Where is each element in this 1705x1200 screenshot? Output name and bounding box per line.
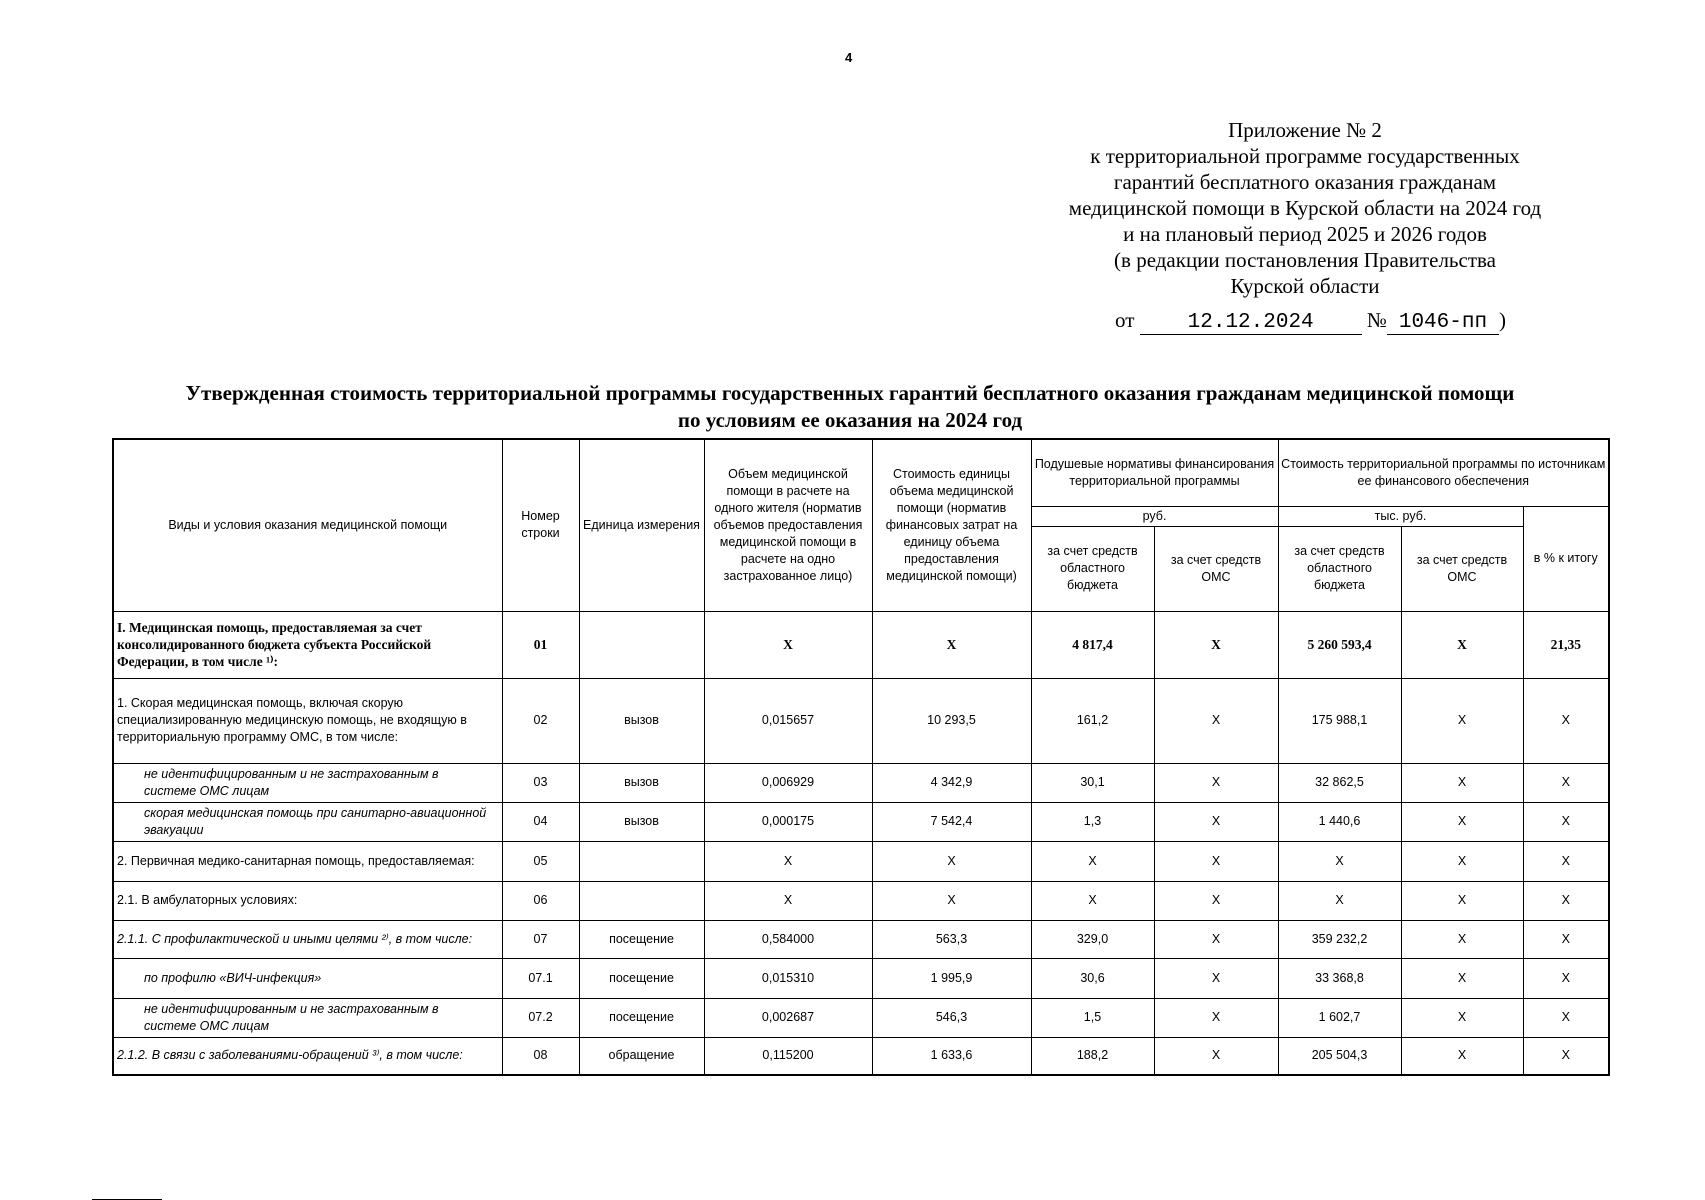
cell-pc-budget: 329,0 (1031, 920, 1154, 958)
cell-pc-budget: Х (1031, 841, 1154, 881)
cell-pc-budget: 188,2 (1031, 1037, 1154, 1075)
cell-tc-budget: 359 232,2 (1278, 920, 1401, 958)
header-row-number: Номер строки (502, 439, 579, 611)
cell-cost: Х (872, 611, 1031, 678)
cell-pc-budget: Х (1031, 881, 1154, 920)
cell-unit: обращение (579, 1037, 704, 1075)
cell-tc-oms: Х (1401, 841, 1523, 881)
cell-name: скорая медицинская помощь при санитарно-авиационной эвакуации (113, 802, 502, 841)
cell-percent: Х (1523, 841, 1609, 881)
cell-num: 05 (502, 841, 579, 881)
cell-unit (579, 611, 704, 678)
cell-tc-budget: Х (1278, 841, 1401, 881)
cell-pc-oms: Х (1154, 881, 1278, 920)
cell-percent: Х (1523, 881, 1609, 920)
cell-pc-oms: Х (1154, 802, 1278, 841)
cell-volume: Х (704, 611, 872, 678)
cell-pc-oms: Х (1154, 920, 1278, 958)
table-row (113, 998, 1609, 1037)
cell-num: 08 (502, 1037, 579, 1075)
cell-tc-budget: 175 988,1 (1278, 678, 1401, 763)
cell-cost: 7 542,4 (872, 802, 1031, 841)
header-kind: Виды и условия оказания медицинской помощи (113, 439, 502, 611)
table-row (113, 611, 1609, 678)
table-header (113, 439, 1609, 611)
cell-cost: 4 342,9 (872, 763, 1031, 802)
header-rub: руб. (1031, 506, 1278, 526)
cell-pc-oms: Х (1154, 678, 1278, 763)
cell-name: 2. Первичная медико-санитарная помощь, предоставляемая: (113, 841, 502, 881)
cell-num: 03 (502, 763, 579, 802)
cell-percent: Х (1523, 958, 1609, 998)
cell-volume: 0,015310 (704, 958, 872, 998)
cell-pc-oms: Х (1154, 998, 1278, 1037)
page-number: 4 (845, 50, 853, 65)
cell-unit (579, 881, 704, 920)
header-percent-total: в % к итогу (1523, 506, 1609, 611)
cell-pc-budget: 30,1 (1031, 763, 1154, 802)
cell-cost: 1 633,6 (872, 1037, 1031, 1075)
cell-pc-oms: Х (1154, 611, 1278, 678)
cell-percent: Х (1523, 763, 1609, 802)
cell-tc-oms: Х (1401, 920, 1523, 958)
cell-cost: 546,3 (872, 998, 1031, 1037)
cell-volume: 0,002687 (704, 998, 872, 1037)
table-row (113, 841, 1609, 881)
cell-tc-oms: Х (1401, 678, 1523, 763)
appendix-line: гарантий бесплатного оказания гражданам (1113, 170, 1497, 194)
cell-num: 07 (502, 920, 579, 958)
cell-name: I. Медицинская помощь, предоставляемая за счет консолидированного бюджета субъекта Российской Федерации, в том числе ¹⁾: (113, 611, 502, 678)
cell-volume: 0,000175 (704, 802, 872, 841)
cell-tc-oms: Х (1401, 763, 1523, 802)
cell-percent: Х (1523, 920, 1609, 958)
cell-pc-budget: 161,2 (1031, 678, 1154, 763)
decree-number-label: № (1366, 308, 1387, 332)
header-per-capita: Подушевые нормативы финансирования территориальной программы (1031, 439, 1278, 506)
cell-volume: 0,584000 (704, 920, 872, 958)
cell-num: 06 (502, 881, 579, 920)
cell-num: 01 (502, 611, 579, 678)
cell-num: 02 (502, 678, 579, 763)
cell-tc-budget: 1 440,6 (1278, 802, 1401, 841)
cell-unit: посещение (579, 958, 704, 998)
cell-tc-budget: 5 260 593,4 (1278, 611, 1401, 678)
header-volume: Объем медицинской помощи в расчете на одного жителя (норматив объемов предоставления медицинской помощи в расчете на одно застрахованное лицо) (704, 439, 872, 611)
cell-cost: 10 293,5 (872, 678, 1031, 763)
header-tc-oms: за счет средств ОМС (1401, 526, 1523, 611)
header-unit-cost: Стоимость единицы объема медицинской помощи (норматив финансовых затрат на единицу объема предоставления медицинской помощи) (872, 439, 1031, 611)
appendix-line: Курской области (1230, 274, 1380, 298)
cell-name: не идентифицированным и не застрахованным в системе ОМС лицам (113, 998, 502, 1037)
cell-tc-oms: Х (1401, 958, 1523, 998)
cell-tc-budget: Х (1278, 881, 1401, 920)
cell-pc-oms: Х (1154, 763, 1278, 802)
cell-name: 2.1.1. С профилактической и иными целями ²⁾, в том числе: (113, 920, 502, 958)
header-thousand-rub: тыс. руб. (1278, 506, 1523, 526)
cell-tc-oms: Х (1401, 802, 1523, 841)
cell-tc-oms: Х (1401, 998, 1523, 1037)
cell-tc-budget: 33 368,8 (1278, 958, 1401, 998)
decree-number: 1046-пп (1387, 312, 1499, 335)
document-title (100, 380, 1600, 434)
cell-unit: посещение (579, 920, 704, 958)
cell-pc-oms: Х (1154, 958, 1278, 998)
decree-close-paren: ) (1498, 308, 1506, 332)
document-title-line-1: Утвержденная стоимость территориальной программы государственных гарантий бесплатного оказания гражданам медицинской помощи (185, 381, 1515, 405)
document-title-line-2: по условиям ее оказания на 2024 год (677, 408, 1023, 432)
table-row (113, 881, 1609, 920)
cell-name: не идентифицированным и не застрахованным в системе ОМС лицам (113, 763, 502, 802)
cell-percent: Х (1523, 998, 1609, 1037)
cell-pc-budget: 30,6 (1031, 958, 1154, 998)
cell-volume: Х (704, 881, 872, 920)
cell-unit: вызов (579, 763, 704, 802)
table-row (113, 958, 1609, 998)
cell-tc-oms: Х (1401, 1037, 1523, 1075)
decree-date: 12.12.2024 (1140, 312, 1362, 335)
cell-volume: Х (704, 841, 872, 881)
cell-num: 07.1 (502, 958, 579, 998)
cell-percent: Х (1523, 802, 1609, 841)
cell-name: 1. Скорая медицинская помощь, включая скорую специализированную медицинскую помощь, не входящую в территориальную программу ОМС, в том числе: (113, 678, 502, 763)
cell-tc-oms: Х (1401, 881, 1523, 920)
appendix-line: (в редакции постановления Правительства (1114, 248, 1496, 272)
table-row (113, 1037, 1609, 1075)
appendix-block (1035, 117, 1575, 299)
cell-cost: 563,3 (872, 920, 1031, 958)
header-program-cost: Стоимость территориальной программы по источникам ее финансового обеспечения (1278, 439, 1609, 506)
table-row (113, 678, 1609, 763)
table-row (113, 920, 1609, 958)
cell-tc-budget: 32 862,5 (1278, 763, 1401, 802)
decree-from-label: от (1115, 308, 1135, 332)
cell-tc-budget: 1 602,7 (1278, 998, 1401, 1037)
cell-volume: 0,006929 (704, 763, 872, 802)
cell-percent: 21,35 (1523, 611, 1609, 678)
appendix-line: Приложение № 2 (1228, 118, 1382, 142)
decree-line (1115, 308, 1506, 335)
cell-percent: Х (1523, 1037, 1609, 1075)
appendix-line: и на плановый период 2025 и 2026 годов (1123, 222, 1487, 246)
cell-pc-budget: 1,5 (1031, 998, 1154, 1037)
cell-tc-budget: 205 504,3 (1278, 1037, 1401, 1075)
cell-name: 2.1.2. В связи с заболеваниями-обращений ³⁾, в том числе: (113, 1037, 502, 1075)
cell-percent: Х (1523, 678, 1609, 763)
cell-pc-oms: Х (1154, 841, 1278, 881)
cell-pc-budget: 4 817,4 (1031, 611, 1154, 678)
cell-tc-oms: Х (1401, 611, 1523, 678)
header-pc-regional-budget: за счет средств областного бюджета (1031, 526, 1154, 611)
header-tc-regional-budget: за счет средств областного бюджета (1278, 526, 1401, 611)
cell-volume: 0,015657 (704, 678, 872, 763)
appendix-line: к территориальной программе государственных (1090, 144, 1520, 168)
cell-cost: 1 995,9 (872, 958, 1031, 998)
table-row (113, 802, 1609, 841)
cell-pc-oms: Х (1154, 1037, 1278, 1075)
cell-unit: вызов (579, 802, 704, 841)
cell-cost: Х (872, 881, 1031, 920)
cell-cost: Х (872, 841, 1031, 881)
header-unit: Единица измерения (579, 439, 704, 611)
cell-num: 07.2 (502, 998, 579, 1037)
cell-unit: посещение (579, 998, 704, 1037)
cell-unit (579, 841, 704, 881)
cell-num: 04 (502, 802, 579, 841)
cell-pc-budget: 1,3 (1031, 802, 1154, 841)
cell-name: 2.1. В амбулаторных условиях: (113, 881, 502, 920)
table-row (113, 763, 1609, 802)
appendix-line: медицинской помощи в Курской области на 2024 год (1068, 196, 1542, 220)
cell-name: по профилю «ВИЧ-инфекция» (113, 958, 502, 998)
program-cost-table (112, 438, 1610, 1076)
header-pc-oms: за счет средств ОМС (1154, 526, 1278, 611)
cell-unit: вызов (579, 678, 704, 763)
table-body (113, 611, 1609, 1075)
cell-volume: 0,115200 (704, 1037, 872, 1075)
